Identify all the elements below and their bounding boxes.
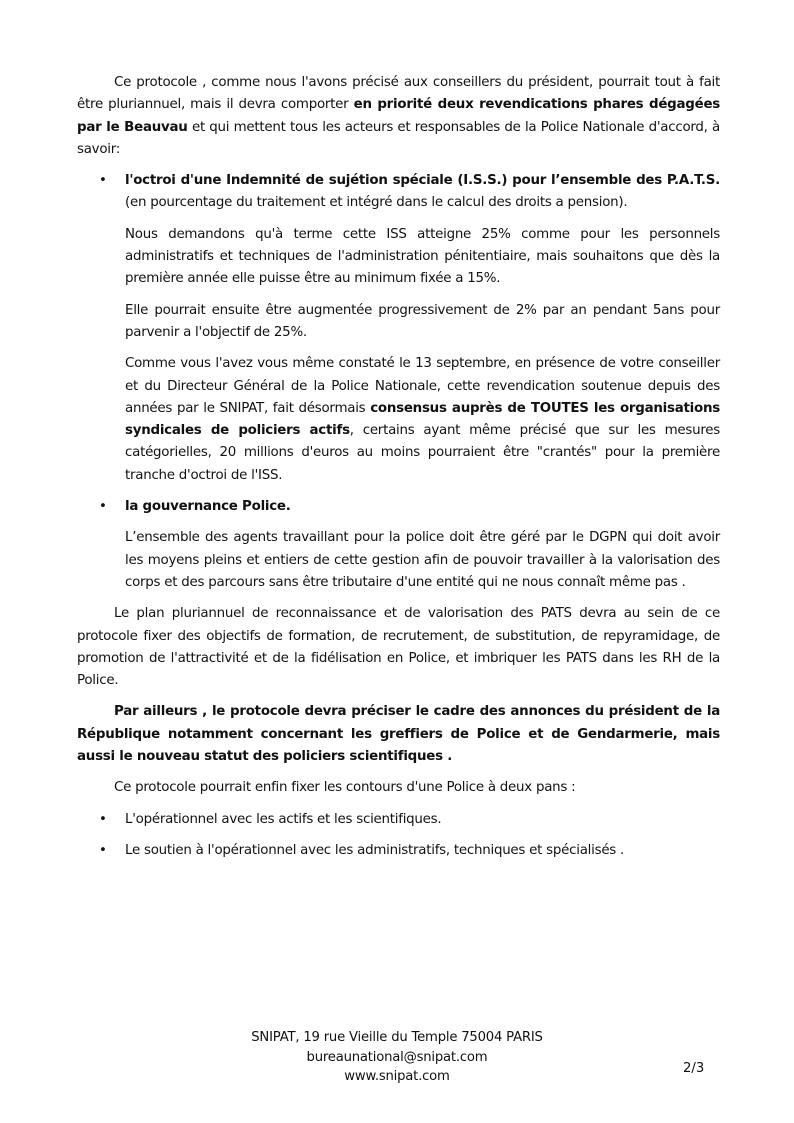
document-body bbox=[77, 72, 720, 871]
iss-paragraph-2: Elle pourrait ensuite être augmentée progressivement de 2% par an pendant 5ans pour parvenir a l'objectif de 25%. bbox=[125, 302, 720, 340]
page-number: 2/3 bbox=[683, 1061, 705, 1076]
text-run: Comme vous l'avez vous même constaté le 13 septembre, en présence de votre conseiller et du Directeur Général de la Police Nationale, cette revendication soutenue depuis des années par le SNIPAT, fait désormais bbox=[125, 356, 720, 416]
bullet-item-gouvernance bbox=[77, 496, 720, 518]
bullet-icon: • bbox=[99, 842, 107, 858]
bullet-icon: • bbox=[99, 811, 107, 827]
iss-paragraph-1: Nous demandons qu'à terme cette ISS atteigne 25% comme pour les personnels administratifs et techniques de l'administration pénitentiaire, mais souhaitons que dès la première année elle puisse être au minimum fixée a 15%. bbox=[125, 226, 720, 287]
plan-paragraph: Le plan pluriannuel de reconnaissance et de valorisation des PATS devra au sein de ce protocole fixer des objectifs de formation, de recrutement, de substitution, de repyramidage, de promotion de l'attractivité et de la fidélisation en Police, et imbriquer les PATS dans les RH de la Police. bbox=[77, 606, 720, 689]
iss-paragraph-3 bbox=[77, 353, 720, 487]
page-footer bbox=[0, 1028, 794, 1087]
bullet-heading: la gouvernance Police. bbox=[125, 499, 291, 515]
bullet-heading: l'octroi d'une Indemnité de sujétion spéciale (I.S.S.) pour l’ensemble des P.A.T.S. bbox=[125, 173, 720, 189]
intro-paragraph bbox=[77, 72, 720, 161]
gouvernance-paragraph: L’ensemble des agents travaillant pour la police doit être géré par le DGPN qui doit avoir les moyens pleins et entiers de cette gestion afin de pouvoir travailler à la valorisation des corps et des parcours sans être tributaire d'une entité qui ne nous connaît même pas . bbox=[125, 530, 720, 590]
bullet-icon: • bbox=[99, 499, 107, 515]
footer-email: bureaunational@snipat.com bbox=[306, 1049, 488, 1065]
ailleurs-paragraph bbox=[77, 701, 720, 768]
bold-text: en priorité deux revendications phares dégagées par le Beauvau bbox=[77, 97, 721, 135]
bold-text: consensus auprès de TOUTES les organisations syndicales de policiers actifs bbox=[125, 400, 720, 439]
contours-paragraph: Ce protocole pourrait enfin fixer les contours d'une Police à deux pans : bbox=[114, 780, 576, 796]
list-item-text: L'opérationnel avec les actifs et les scientifiques. bbox=[125, 811, 442, 827]
bullet-item-iss bbox=[77, 170, 720, 215]
list-item bbox=[77, 809, 720, 831]
bold-text: Par ailleurs , le protocole devra préciser le cadre des annonces du président de la République notamment concernant les greffiers de Police et de Gendarmerie, mais aussi le nouveau statut des policiers scientifiques . bbox=[77, 704, 720, 765]
list-item-text: Le soutien à l'opérationnel avec les administratifs, techniques et spécialisés . bbox=[125, 842, 625, 858]
text-run: et qui mettent tous les acteurs et responsables de la Police Nationale d'accord, à savoir: bbox=[77, 119, 720, 157]
footer-address: SNIPAT, 19 rue Vieille du Temple 75004 PARIS bbox=[251, 1030, 543, 1045]
text-run: (en pourcentage du traitement et intégré dans le calcul des droits a pension). bbox=[125, 195, 628, 211]
text-run: , certains ayant même précisé que sur les mesures catégorielles, 20 millions d'euros au moins pourraient être "crantés" pour la première tranche d'octroi de l'ISS. bbox=[125, 423, 720, 483]
footer-website: www.snipat.com bbox=[344, 1069, 450, 1084]
text-run: Ce protocole , comme nous l'avons précisé aux conseillers du président, pourrait tout à fait être pluriannuel, mais il devra comporter bbox=[77, 75, 720, 113]
list-item bbox=[77, 840, 720, 862]
bullet-icon: • bbox=[99, 173, 107, 189]
